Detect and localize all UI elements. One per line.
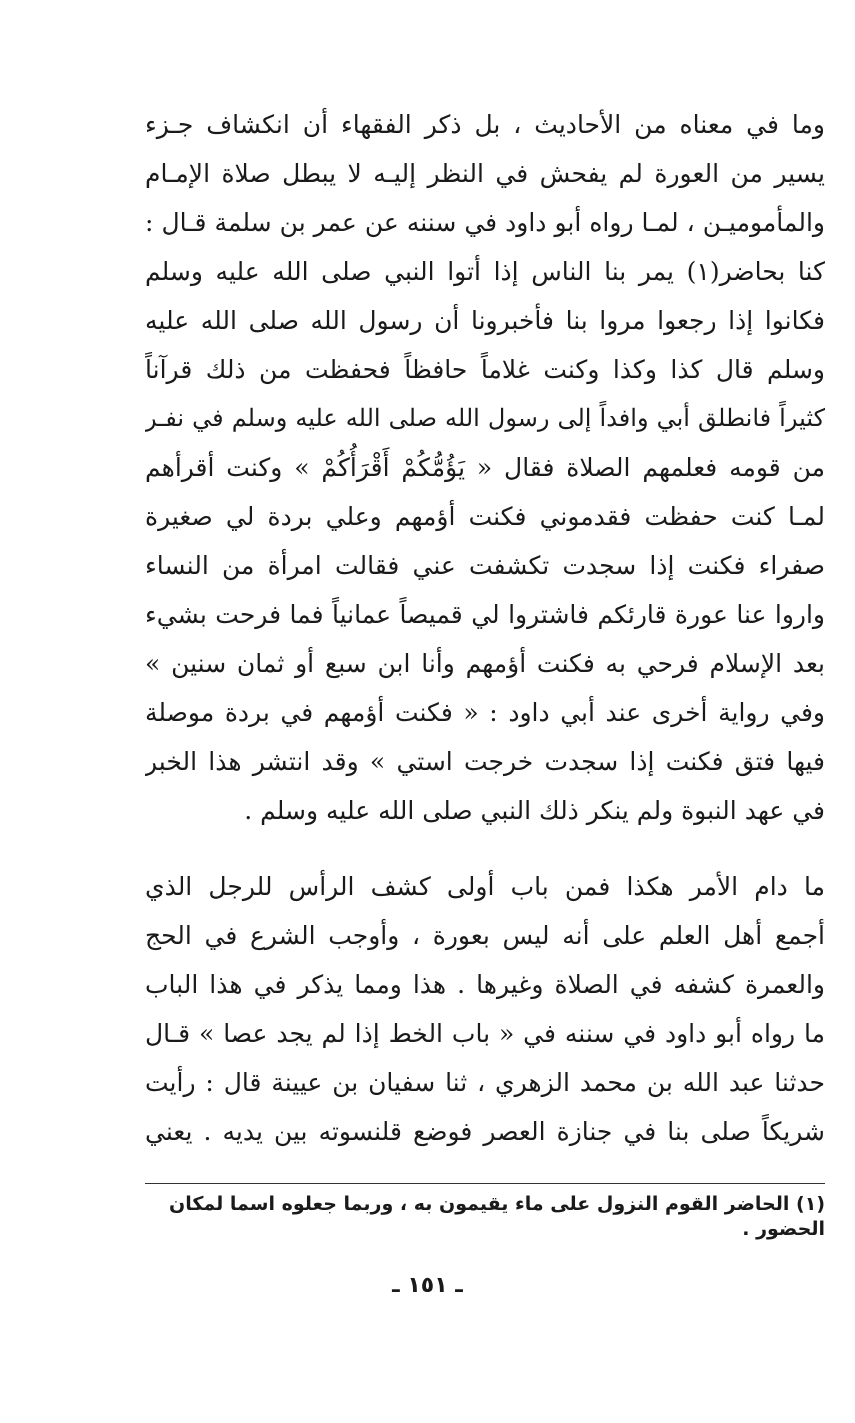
text-line: وسلم قال كذا وكذا وكنت غلاماً حافظاً فحفظت من ذلك قرآناً (145, 355, 825, 384)
text-line: فكانوا إذا رجعوا مروا بنا فأخبرونا أن رسول الله صلى الله عليه (145, 306, 825, 335)
text-line: شريكاً صلى بنا في جنازة العصر فوضع قلنسوته بين يديه . يعني (145, 1117, 825, 1146)
text-line: من قومه فعلمهم الصلاة فقال « يَؤُمُّكُمْ أَقْرَأُكُمْ » وكنت أقرأهم (145, 453, 825, 482)
page-number: ـ ١٥١ ـ (392, 1273, 463, 1298)
paragraph-1 (145, 100, 825, 835)
text-line: ما دام الأمر هكذا فمن باب أولى كشف الرأس للرجل الذي (145, 872, 825, 901)
footnote-divider (145, 1183, 825, 1184)
text-line: صفراء فكنت إذا سجدت تكشفت عني فقالت امرأة من النساء (145, 551, 825, 580)
footnote-line: الحضور . (742, 1218, 825, 1240)
text-line: في عهد النبوة ولم ينكر ذلك النبي صلى الله عليه وسلم . (244, 796, 825, 825)
text-line: واروا عنا عورة قارئكم فاشتروا لي قميصاً عمانياً فما فرحت بشيء (145, 600, 825, 629)
footnote-line: (١) الحاضر القوم النزول على ماء يقيمون به ، وربما جعلوه اسما لمكان (169, 1193, 825, 1215)
text-line: فيها فتق فكنت إذا سجدت خرجت استي » وقد انتشر هذا الخبر (145, 747, 825, 776)
text-line: والعمرة كشفه في الصلاة وغيرها . هذا ومما يذكر في هذا الباب (145, 970, 825, 999)
text-line: وفي رواية أخرى عند أبي داود : « فكنت أؤمهم في بردة موصلة (145, 698, 825, 727)
text-line: كنا بحاضر(١) يمر بنا الناس إذا أتوا النبي صلى الله عليه وسلم (145, 257, 825, 286)
text-line: ما رواه أبو داود في سننه في « باب الخط إذا لم يجد عصا » قـال (145, 1019, 825, 1048)
text-line: لمـا كنت حفظت فقدموني فكنت أؤمهم وعلي بردة لي صغيرة (145, 502, 825, 531)
text-line: كثيراً فانطلق أبي وافداً إلى رسول الله صلى الله عليه وسلم في نفـر (145, 404, 825, 432)
text-line: وما في معناه من الأحاديث ، بل ذكر الفقهاء أن انكشاف جـزء (145, 110, 825, 139)
text-line: بعد الإسلام فرحي به فكنت أؤمهم وأنا ابن سبع أو ثمان سنين » (145, 649, 825, 678)
text-line: والمأموميـن ، لمـا رواه أبو داود في سننه عن عمر بن سلمة قـال : (145, 208, 825, 237)
text-line: يسير من العورة لم يفحش في النظر إليـه لا يبطل صلاة الإمـام (145, 159, 825, 188)
text-line: حدثنا عبد الله بن محمد الزهري ، ثنا سفيان بن عيينة قال : رأيت (145, 1068, 825, 1097)
text-line: أجمع أهل العلم على أنه ليس بعورة ، وأوجب الشرع في الحج (145, 921, 825, 950)
footnote (145, 1192, 825, 1242)
paragraph-2 (145, 862, 825, 1156)
